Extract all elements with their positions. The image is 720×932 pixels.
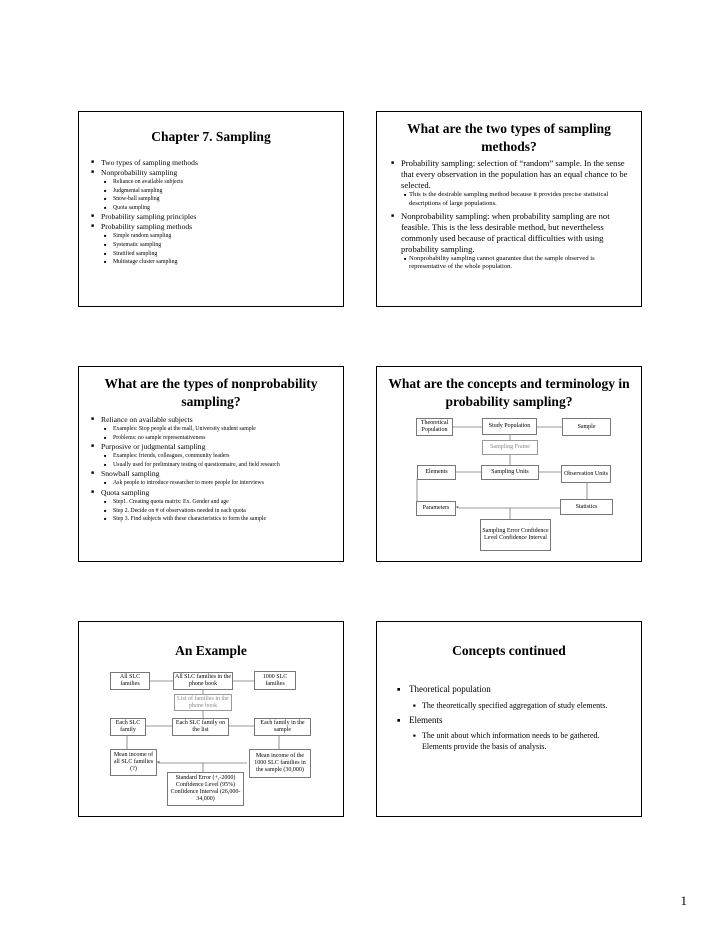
elements-box: Elements: [417, 465, 456, 480]
each-list-family-box: Each SLC family on the list: [172, 718, 229, 736]
slide-concepts-continued: [376, 621, 642, 817]
list-item: ■ Probability sampling: selection of “random” sample. In the sense that every observation in the population has an equal chance to be selected.: [391, 158, 631, 191]
list-item: ■ Nonprobability sampling: [91, 168, 336, 178]
list-item: ■ Quota sampling: [91, 204, 336, 213]
all-slc-families-box: All SLC families: [110, 672, 150, 690]
mean-income-all-box: Mean income of all SLC families (?): [110, 749, 157, 776]
slide-title: What are the two types of sampling methods?: [407, 121, 611, 154]
slide-title: An Example: [175, 643, 247, 658]
thousand-families-box: 1000 SLC families: [254, 671, 296, 690]
parameters-box: Parameters: [416, 501, 456, 516]
list-item: ■ Usually used for preliminary testing of questionnaire, and field research: [91, 461, 339, 470]
list-item: ■ Two types of sampling methods: [91, 158, 336, 168]
mean-income-sample-box: Mean income of the 1000 SLC families in the sample (30,000): [249, 749, 311, 778]
list-item: ■ Theoretical population: [397, 684, 625, 696]
list-item: ■ Nonprobability sampling: when probability sampling are not feasible. This is the less desirable method, but nevertheless commonly used because of practical difficulties with using probability sampling.: [391, 211, 631, 255]
bullet-list: [91, 415, 339, 524]
slide-concepts-diagram: [376, 366, 642, 562]
list-item: ■ Stratified sampling: [91, 250, 336, 259]
list-item: ■ Simple random sampling: [91, 232, 336, 241]
list-item: ■ Purposive or judgmental sampling: [91, 442, 339, 452]
slide-title: What are the concepts and terminology in probability sampling?: [388, 376, 630, 409]
list-item: ■ Snow-ball sampling: [91, 195, 336, 204]
each-sample-family-box: Each family in the sample: [254, 718, 311, 736]
list-item: ■ Step 3. Find subjects with these characteristics to form the sample: [91, 515, 339, 524]
list-item: ■ Elements: [397, 715, 625, 727]
sampling-error-box: Sampling Error Confidence Level Confidence Interval: [480, 519, 551, 551]
list-item: ■ Step 2. Decide on # of observations needed in each quota: [91, 507, 339, 516]
observation-units-box: Observation Units: [561, 465, 611, 483]
list-item: ■ Examples: Stop people at the mall, University student sample: [91, 425, 339, 434]
list-item: ■ Probability sampling methods: [91, 222, 336, 232]
svg-text:*: *: [456, 506, 459, 512]
list-item: ■ Step1. Creating quota matrix: Ex. Gender and age: [91, 498, 339, 507]
slide-title: Concepts continued: [452, 643, 566, 658]
page-number: 1: [680, 893, 687, 908]
slide-chapter-7: [78, 111, 344, 307]
list-item: ■ Nonprobability sampling cannot guarantee that the sample observed is representative of the whole population.: [391, 255, 631, 273]
slide-title: Chapter 7. Sampling: [151, 129, 271, 144]
slide-nonprobability: [78, 366, 344, 562]
list-item: ■ Reliance on available subjects: [91, 178, 336, 187]
list-item: ■ Quota sampling: [91, 488, 339, 498]
bullet-list: [391, 158, 631, 272]
sampling-units-box: Sampling Units: [481, 465, 539, 480]
list-item: ■ The unit about which information needs to be gathered. Elements provide the basis of analysis.: [397, 730, 625, 752]
svg-text:*: *: [157, 761, 160, 767]
list-item: ■ Ask people to introduce researcher to more people for interviews: [91, 479, 339, 488]
study-population-box: Study Population: [482, 418, 537, 435]
list-item: ■ Examples: friends, colleagues, community leaders: [91, 452, 339, 461]
phone-book-families-box: All SLC families in the phone book: [173, 672, 233, 690]
list-item: ■ Probability sampling principles: [91, 212, 336, 222]
list-item: ■ Snowball sampling: [91, 469, 339, 479]
list-item: ■ Problems: no sample representativeness: [91, 434, 339, 443]
slide-example: [78, 621, 344, 817]
theoretical-population-box: Theoretical Population: [416, 418, 453, 436]
standard-error-box: Standard Error (+,-2000) Confidence Level (95%) Confidence Interval (26,000-34,000): [167, 772, 244, 806]
list-item: ■ Judgmental sampling: [91, 187, 336, 196]
sample-box: Sample: [562, 418, 611, 436]
sampling-frame-box: Sampling Frame: [482, 440, 538, 455]
list-item: ■ Systematic sampling: [91, 241, 336, 250]
each-slc-family-box: Each SLC family: [110, 718, 146, 736]
list-item: ■ Reliance on available subjects: [91, 415, 339, 425]
list-item: ■ This is the desirable sampling method because it provides precise statistical descriptions of large populations.: [391, 191, 631, 209]
statistics-box: Statistics: [560, 499, 613, 515]
slide-title: What are the types of nonprobability sampling?: [104, 376, 318, 409]
slide-two-types: [376, 111, 642, 307]
bullet-list: [91, 158, 336, 267]
bullet-list: [397, 684, 625, 752]
list-item: ■ Multistage cluster sampling: [91, 258, 336, 267]
phone-book-list-box: List of families in the phone book: [174, 694, 232, 711]
list-item: ■ The theoretically specified aggregation of study elements.: [397, 700, 625, 711]
